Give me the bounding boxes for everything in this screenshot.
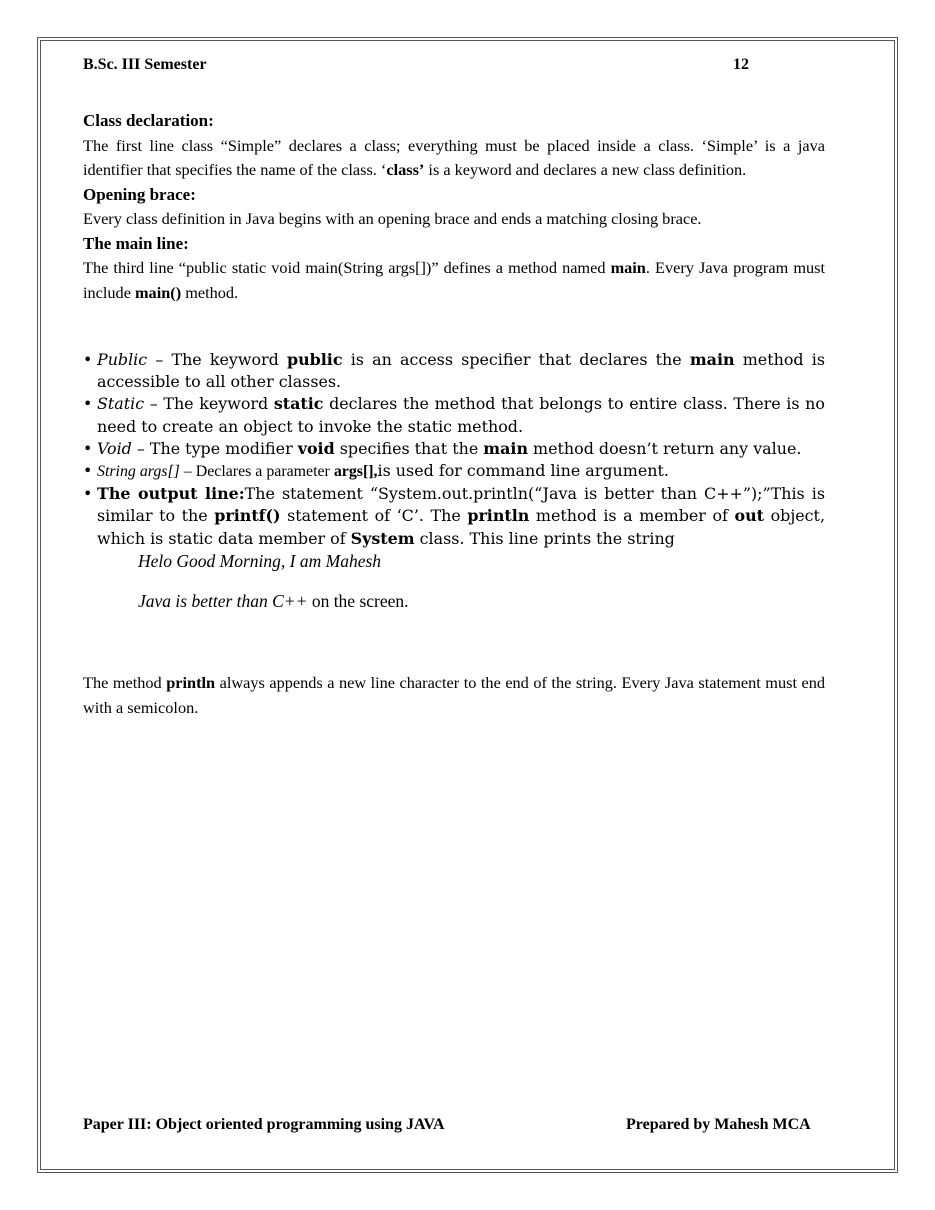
text: always appends a new line character to the end of the string. Every Java statement must end with a semicolon. — [83, 673, 825, 717]
text: The method — [83, 673, 167, 692]
bullet-dot: • — [83, 350, 93, 369]
term: Public — [97, 350, 148, 369]
term: The output line: — [97, 484, 245, 504]
text: method. — [181, 282, 239, 302]
text: class. This line prints the string — [414, 528, 675, 548]
text: . Every Java program must include — [83, 258, 825, 302]
text: Java is better than C++ — [138, 590, 308, 611]
text: The first line class “Simple” declares a class; everything must be placed inside a class. ‘Simple’ is a java identifier that specifies the name of the class. ‘ — [83, 135, 825, 179]
term: String args[] — [97, 463, 180, 481]
bullet-output-line — [83, 483, 825, 550]
text: method doesn’t return any value. — [528, 438, 802, 458]
paragraph-main-line — [83, 256, 825, 305]
text: – The keyword — [147, 350, 287, 369]
term: Void — [97, 438, 132, 458]
text: – Declares a parameter — [179, 463, 334, 481]
text: specifies that the — [334, 438, 484, 458]
text: declares the method that belongs to entire class. There is no need to create an object to invoke the static method. — [97, 394, 825, 436]
bullet-dot: • — [83, 484, 93, 504]
keyword: main — [689, 350, 735, 369]
text: The statement “System.out.println(“Java is better than C++”);”This is similar to the — [97, 484, 825, 526]
text: statement of ‘C’. The — [280, 506, 468, 526]
keyword-main-method: main() — [135, 282, 182, 302]
text: method is a member of — [529, 506, 735, 526]
spacer — [83, 572, 825, 590]
heading-opening-brace: Opening brace: — [83, 184, 196, 204]
bullet-text — [97, 483, 825, 550]
keyword: printf() — [214, 506, 281, 526]
keyword: out — [734, 506, 765, 526]
keyword-class: class’ — [386, 160, 425, 179]
bullet-string-args — [83, 460, 825, 483]
bullet-text — [97, 349, 825, 393]
keyword-println: println — [166, 673, 216, 692]
bullet-dot: • — [83, 461, 93, 481]
text: – The type modifier — [131, 438, 298, 458]
bullet-list — [83, 349, 825, 612]
keyword: void — [297, 438, 335, 458]
term: Static — [97, 394, 145, 414]
text: – The keyword — [144, 394, 274, 414]
text: object, which is static data member of — [97, 506, 825, 548]
heading-main-line: The main line: — [83, 233, 189, 253]
text: is a keyword and declares a new class definition. — [424, 160, 747, 179]
section-class-declaration — [83, 109, 825, 305]
paragraph-class-declaration — [83, 134, 825, 183]
keyword: System — [350, 528, 415, 548]
header-course: B.Sc. III Semester — [83, 56, 207, 73]
bullet-text — [97, 460, 825, 483]
keyword: public — [287, 350, 343, 369]
keyword: static — [273, 394, 324, 414]
bullet-void — [83, 438, 825, 460]
text: The third line “public static void main(String args[])” defines a method named — [83, 258, 611, 277]
footer-paper-title: Paper III: Object oriented programming using JAVA — [83, 1116, 445, 1133]
header-page-number: 12 — [733, 56, 749, 73]
text: is an access specifier that declares the — [342, 350, 690, 369]
keyword: main — [483, 438, 528, 458]
keyword-main: main — [610, 258, 646, 277]
keyword: args[], — [333, 463, 378, 481]
keyword: println — [467, 506, 530, 526]
text: method is accessible to all other classes. — [97, 350, 825, 392]
example-output-line-2 — [83, 590, 825, 612]
bullet-dot: • — [83, 394, 93, 414]
bullet-text — [97, 438, 825, 460]
paragraph-closing — [83, 671, 825, 720]
example-output-line-1: Helo Good Morning, I am Mahesh — [138, 550, 382, 571]
bullet-text — [97, 393, 825, 437]
heading-class-declaration: Class declaration: — [83, 111, 214, 130]
bullet-dot: • — [83, 438, 93, 458]
bullet-static — [83, 393, 825, 437]
text: on the screen. — [307, 590, 409, 611]
footer-author: Prepared by Mahesh MCA — [626, 1116, 811, 1133]
text: is used for command line argument. — [377, 461, 669, 481]
bullet-public — [83, 349, 825, 393]
paragraph-opening-brace: Every class definition in Java begins with an opening brace and ends a matching closing brace. — [83, 209, 702, 228]
